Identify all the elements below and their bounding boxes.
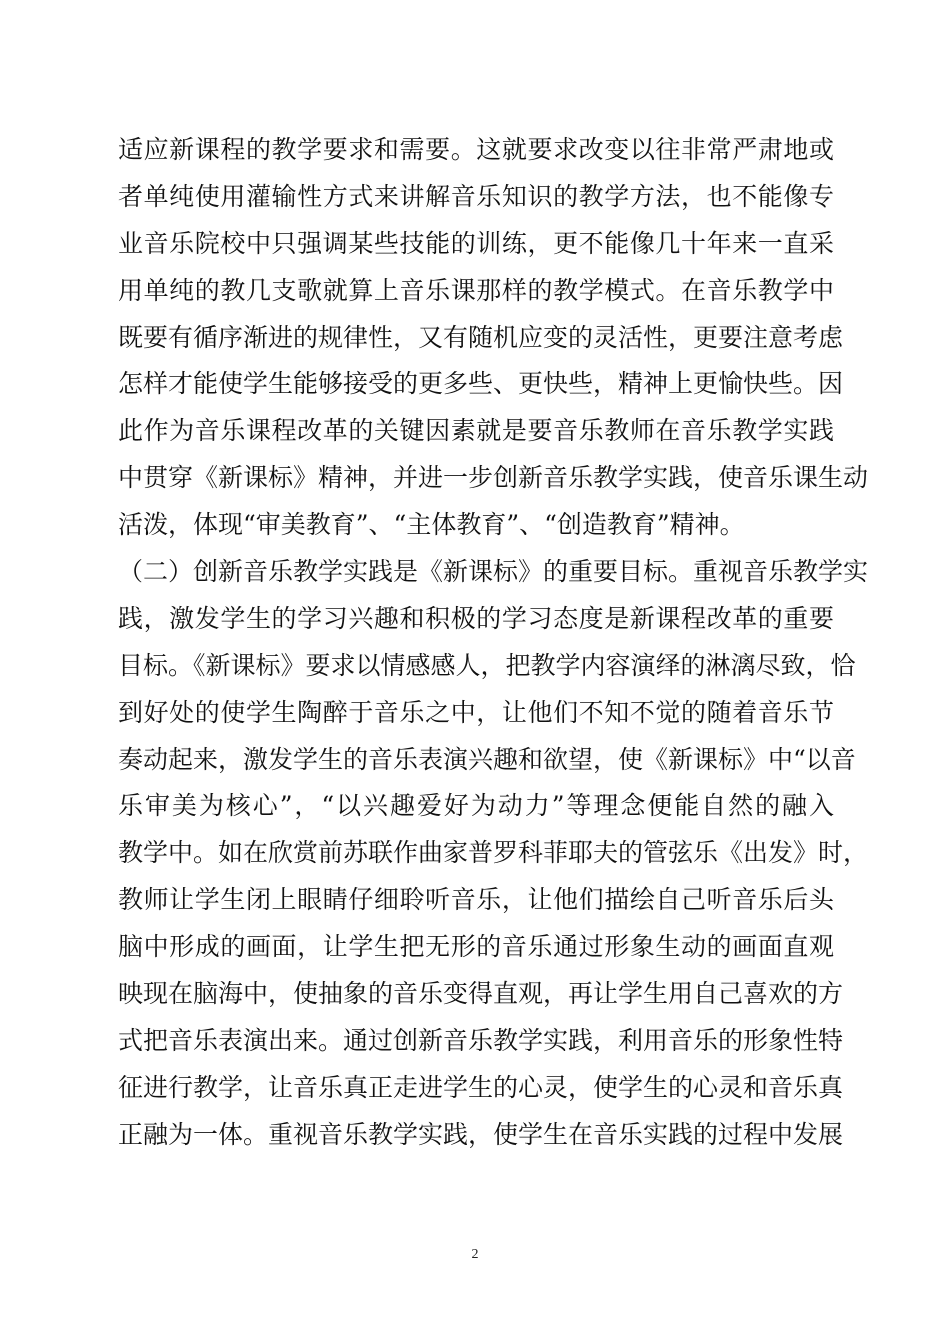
- text-line: 奏动起来，激发学生的音乐表演兴趣和欲望，使《新课标》中“以音: [118, 744, 856, 774]
- text-line: 映现在脑海中，使抽象的音乐变得直观，再让学生用自己喜欢的方: [118, 979, 844, 1009]
- body-text: [118, 127, 869, 1159]
- text-line: 乐审美为核心”，“以兴趣爱好为动力”等理念便能自然的融入: [118, 791, 834, 821]
- text-line: 到好处的使学生陶醉于音乐之中，让他们不知不觉的随着音乐节: [118, 697, 834, 727]
- text-line: 征进行教学，让音乐真正走进学生的心灵，使学生的心灵和音乐真: [118, 1072, 844, 1102]
- text-line: 正融为一体。重视音乐教学实践，使学生在音乐实践的过程中发展: [118, 1119, 844, 1149]
- text-line: 脑中形成的画面，让学生把无形的音乐通过形象生动的画面直观: [118, 932, 834, 962]
- text-line: 教师让学生闭上眼睛仔细聆听音乐，让他们描绘自己听音乐后头: [118, 885, 834, 915]
- text-line: 式把音乐表演出来。通过创新音乐教学实践，利用音乐的形象性特: [118, 1025, 844, 1055]
- text-line: （二）创新音乐教学实践是《新课标》的重要目标。重视音乐教学实: [118, 557, 869, 587]
- text-line: 怎样才能使学生能够接受的更多些、更快些，精神上更愉快些。因: [118, 369, 844, 399]
- text-line: 目标。《新课标》要求以情感感人，把教学内容演绎的淋漓尽致，恰: [118, 650, 856, 680]
- text-line: 教学中。如在欣赏前苏联作曲家普罗科菲耶夫的管弦乐《出发》时，: [118, 838, 869, 868]
- page-number: 2: [471, 1247, 479, 1262]
- text-line: 践，激发学生的学习兴趣和积极的学习态度是新课程改革的重要: [118, 603, 834, 633]
- text-line: 此作为音乐课程改革的关键因素就是要音乐教师在音乐教学实践: [118, 416, 834, 446]
- text-line: 业音乐院校中只强调某些技能的训练，更不能像几十年来一直采: [118, 228, 834, 258]
- text-line: 中贯穿《新课标》精神，并进一步创新音乐教学实践，使音乐课生动: [118, 463, 869, 493]
- text-line: 用单纯的教几支歌就算上音乐课那样的教学模式。在音乐教学中: [118, 275, 834, 305]
- text-line: 既要有循序渐进的规律性，又有随机应变的灵活性，更要注意考虑: [118, 322, 844, 352]
- text-line: 者单纯使用灌输性方式来讲解音乐知识的教学方法，也不能像专: [118, 181, 834, 211]
- text-line: 适应新课程的教学要求和需要。这就要求改变以往非常严肃地或: [118, 135, 834, 164]
- text-line: 活泼，体现“审美教育”、“主体教育”、“创造教育”精神。: [118, 510, 745, 540]
